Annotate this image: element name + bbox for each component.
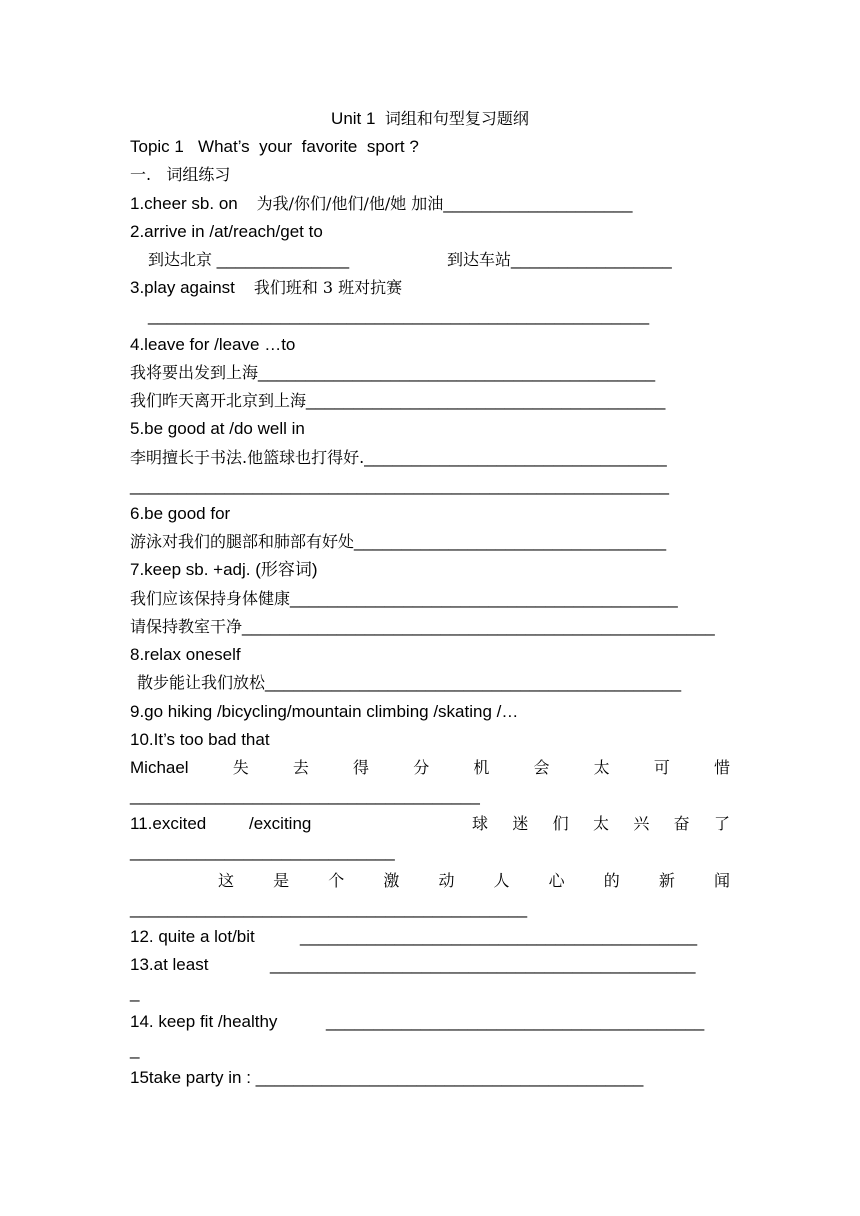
item-7-prompt-1: 我们应该保持身体健康 bbox=[130, 589, 291, 608]
item-8-prompt: 散步能让我们放松 bbox=[137, 673, 266, 692]
item-13-phrase: 13.at least bbox=[130, 955, 209, 974]
item-15-phrase: 15take party in : bbox=[130, 1068, 251, 1087]
item-10-answer-blank[interactable]: _____________________________________ bbox=[130, 786, 480, 805]
item-1-phrase: 1.cheer sb. on bbox=[130, 194, 238, 213]
item-12-phrase: 12. quite a lot/bit bbox=[130, 927, 255, 946]
item-11-char: 闻 bbox=[713, 871, 730, 890]
item-6-line bbox=[130, 531, 666, 553]
section-heading: 一. 词组练习 bbox=[130, 165, 231, 184]
item-7-phrase: 7.keep sb. +adj. (形容词) bbox=[130, 560, 318, 579]
item-10-char: 失 bbox=[232, 758, 249, 777]
item-4-prompt-1: 我将要出发到上海 bbox=[130, 363, 259, 382]
item-11-char: 激 bbox=[383, 871, 400, 890]
item-11-char: 这 bbox=[218, 871, 235, 890]
item-11-char: 们 bbox=[552, 814, 569, 833]
item-15-answer-blank[interactable]: _________________________________________ bbox=[255, 1068, 644, 1087]
item-8-answer-blank[interactable]: ____________________________________________ bbox=[265, 673, 682, 692]
item-11-char: 了 bbox=[713, 814, 730, 833]
item-10-phrase: 10.It’s too bad that bbox=[130, 730, 270, 749]
item-10-char: 机 bbox=[473, 758, 490, 777]
item-10-lead-word: Michael bbox=[130, 758, 189, 777]
item-4-line-1 bbox=[130, 362, 655, 384]
item-2-line bbox=[148, 249, 349, 271]
item-1-answer-blank[interactable]: ____________________ bbox=[443, 194, 633, 213]
item-11-char: 球 bbox=[472, 814, 489, 833]
item-7-line-1 bbox=[130, 588, 678, 610]
item-10-char: 太 bbox=[593, 758, 610, 777]
item-4-answer-blank-1[interactable]: __________________________________________ bbox=[258, 363, 656, 382]
item-8-line bbox=[137, 672, 681, 694]
item-7-answer-blank-2[interactable]: __________________________________________________ bbox=[242, 617, 715, 636]
item-3-answer-blank[interactable]: _____________________________________________________ bbox=[148, 306, 650, 325]
item-12-answer-blank[interactable]: __________________________________________ bbox=[300, 927, 698, 946]
item-6-prompt: 游泳对我们的腿部和肺部有好处 bbox=[130, 532, 355, 551]
document-title bbox=[0, 108, 860, 130]
item-11-answer-blank-1[interactable]: ____________________________ bbox=[130, 842, 395, 861]
item-10-char: 会 bbox=[533, 758, 550, 777]
item-11-phrase-2: /exciting bbox=[249, 814, 312, 833]
item-4-answer-blank-2[interactable]: ______________________________________ bbox=[306, 391, 666, 410]
item-13-answer-wrap[interactable]: _ bbox=[130, 983, 140, 1002]
item-10-char: 分 bbox=[413, 758, 430, 777]
item-11-char: 新 bbox=[658, 871, 675, 890]
item-11-phrase-1: 11.excited bbox=[130, 814, 207, 833]
item-6-phrase: 6.be good for bbox=[130, 504, 231, 523]
item-5-phrase: 5.be good at /do well in bbox=[130, 419, 305, 438]
item-1-prompt: 为我/你们/他们/他/她 加油 bbox=[256, 194, 444, 213]
item-11-char: 动 bbox=[438, 871, 455, 890]
item-15-line bbox=[130, 1067, 643, 1089]
item-11-char: 奋 bbox=[673, 814, 690, 833]
item-11-char: 是 bbox=[273, 871, 290, 890]
item-11-char: 迷 bbox=[512, 814, 529, 833]
item-11-char: 兴 bbox=[633, 814, 650, 833]
item-3 bbox=[130, 277, 402, 299]
item-2-prompt-2: 到达车站 bbox=[447, 250, 512, 269]
item-11-char: 太 bbox=[592, 814, 609, 833]
item-5-answer-blank-1[interactable]: ________________________________ bbox=[364, 448, 667, 467]
item-10-char: 去 bbox=[292, 758, 309, 777]
item-14-phrase: 14. keep fit /healthy bbox=[130, 1012, 278, 1031]
item-2-phrase: 2.arrive in /at/reach/get to bbox=[130, 222, 323, 241]
item-11-sentence-1 bbox=[472, 813, 730, 835]
item-11-char: 个 bbox=[328, 871, 345, 890]
item-11-char: 心 bbox=[548, 871, 565, 890]
item-4-prompt-2: 我们昨天离开北京到上海 bbox=[130, 391, 307, 410]
item-10-char: 得 bbox=[353, 758, 370, 777]
item-14-answer-blank[interactable]: ________________________________________ bbox=[326, 1012, 705, 1031]
item-11-answer-blank-2[interactable]: __________________________________________ bbox=[130, 899, 528, 918]
item-11-char: 的 bbox=[603, 871, 620, 890]
item-5-line-1 bbox=[130, 447, 667, 469]
item-11-char: 人 bbox=[493, 871, 510, 890]
title-unit: Unit 1 bbox=[331, 109, 376, 128]
item-5-answer-blank-2[interactable]: _________________________________________________________ bbox=[130, 476, 669, 495]
item-10-char: 惜 bbox=[713, 758, 730, 777]
item-13-answer-blank[interactable]: _____________________________________________ bbox=[270, 955, 696, 974]
item-7-answer-blank-1[interactable]: _________________________________________ bbox=[290, 589, 678, 608]
item-10-char: 可 bbox=[653, 758, 670, 777]
item-2-line-b bbox=[447, 249, 672, 271]
item-4-phrase: 4.leave for /leave …to bbox=[130, 335, 296, 354]
item-14-answer-wrap[interactable]: _ bbox=[130, 1040, 140, 1059]
item-7-line-2 bbox=[130, 616, 715, 638]
item-8-phrase: 8.relax oneself bbox=[130, 645, 241, 664]
item-6-answer-blank[interactable]: _________________________________ bbox=[354, 532, 667, 551]
item-2-answer-blank-1[interactable]: ______________ bbox=[216, 250, 350, 269]
topic-heading: Topic 1 What’s your favorite sport ? bbox=[130, 137, 419, 156]
item-3-prompt: 我们班和 3 班对抗赛 bbox=[253, 278, 403, 297]
item-9-phrase: 9.go hiking /bicycling/mountain climbing /skating /… bbox=[130, 702, 519, 721]
item-7-prompt-2: 请保持教室干净 bbox=[130, 617, 243, 636]
item-4-line-2 bbox=[130, 390, 665, 412]
item-1 bbox=[130, 193, 632, 215]
title-subtitle: 词组和句型复习题纲 bbox=[384, 109, 529, 128]
item-5-prompt: 李明擅长于书法.他篮球也打得好. bbox=[130, 448, 365, 467]
item-3-phrase: 3.play against bbox=[130, 278, 235, 297]
item-2-answer-blank-2[interactable]: _________________ bbox=[511, 250, 672, 269]
item-11-sentence-2 bbox=[218, 870, 730, 892]
item-10-sentence bbox=[130, 757, 730, 779]
item-2-prompt-1: 到达北京 bbox=[148, 250, 213, 269]
